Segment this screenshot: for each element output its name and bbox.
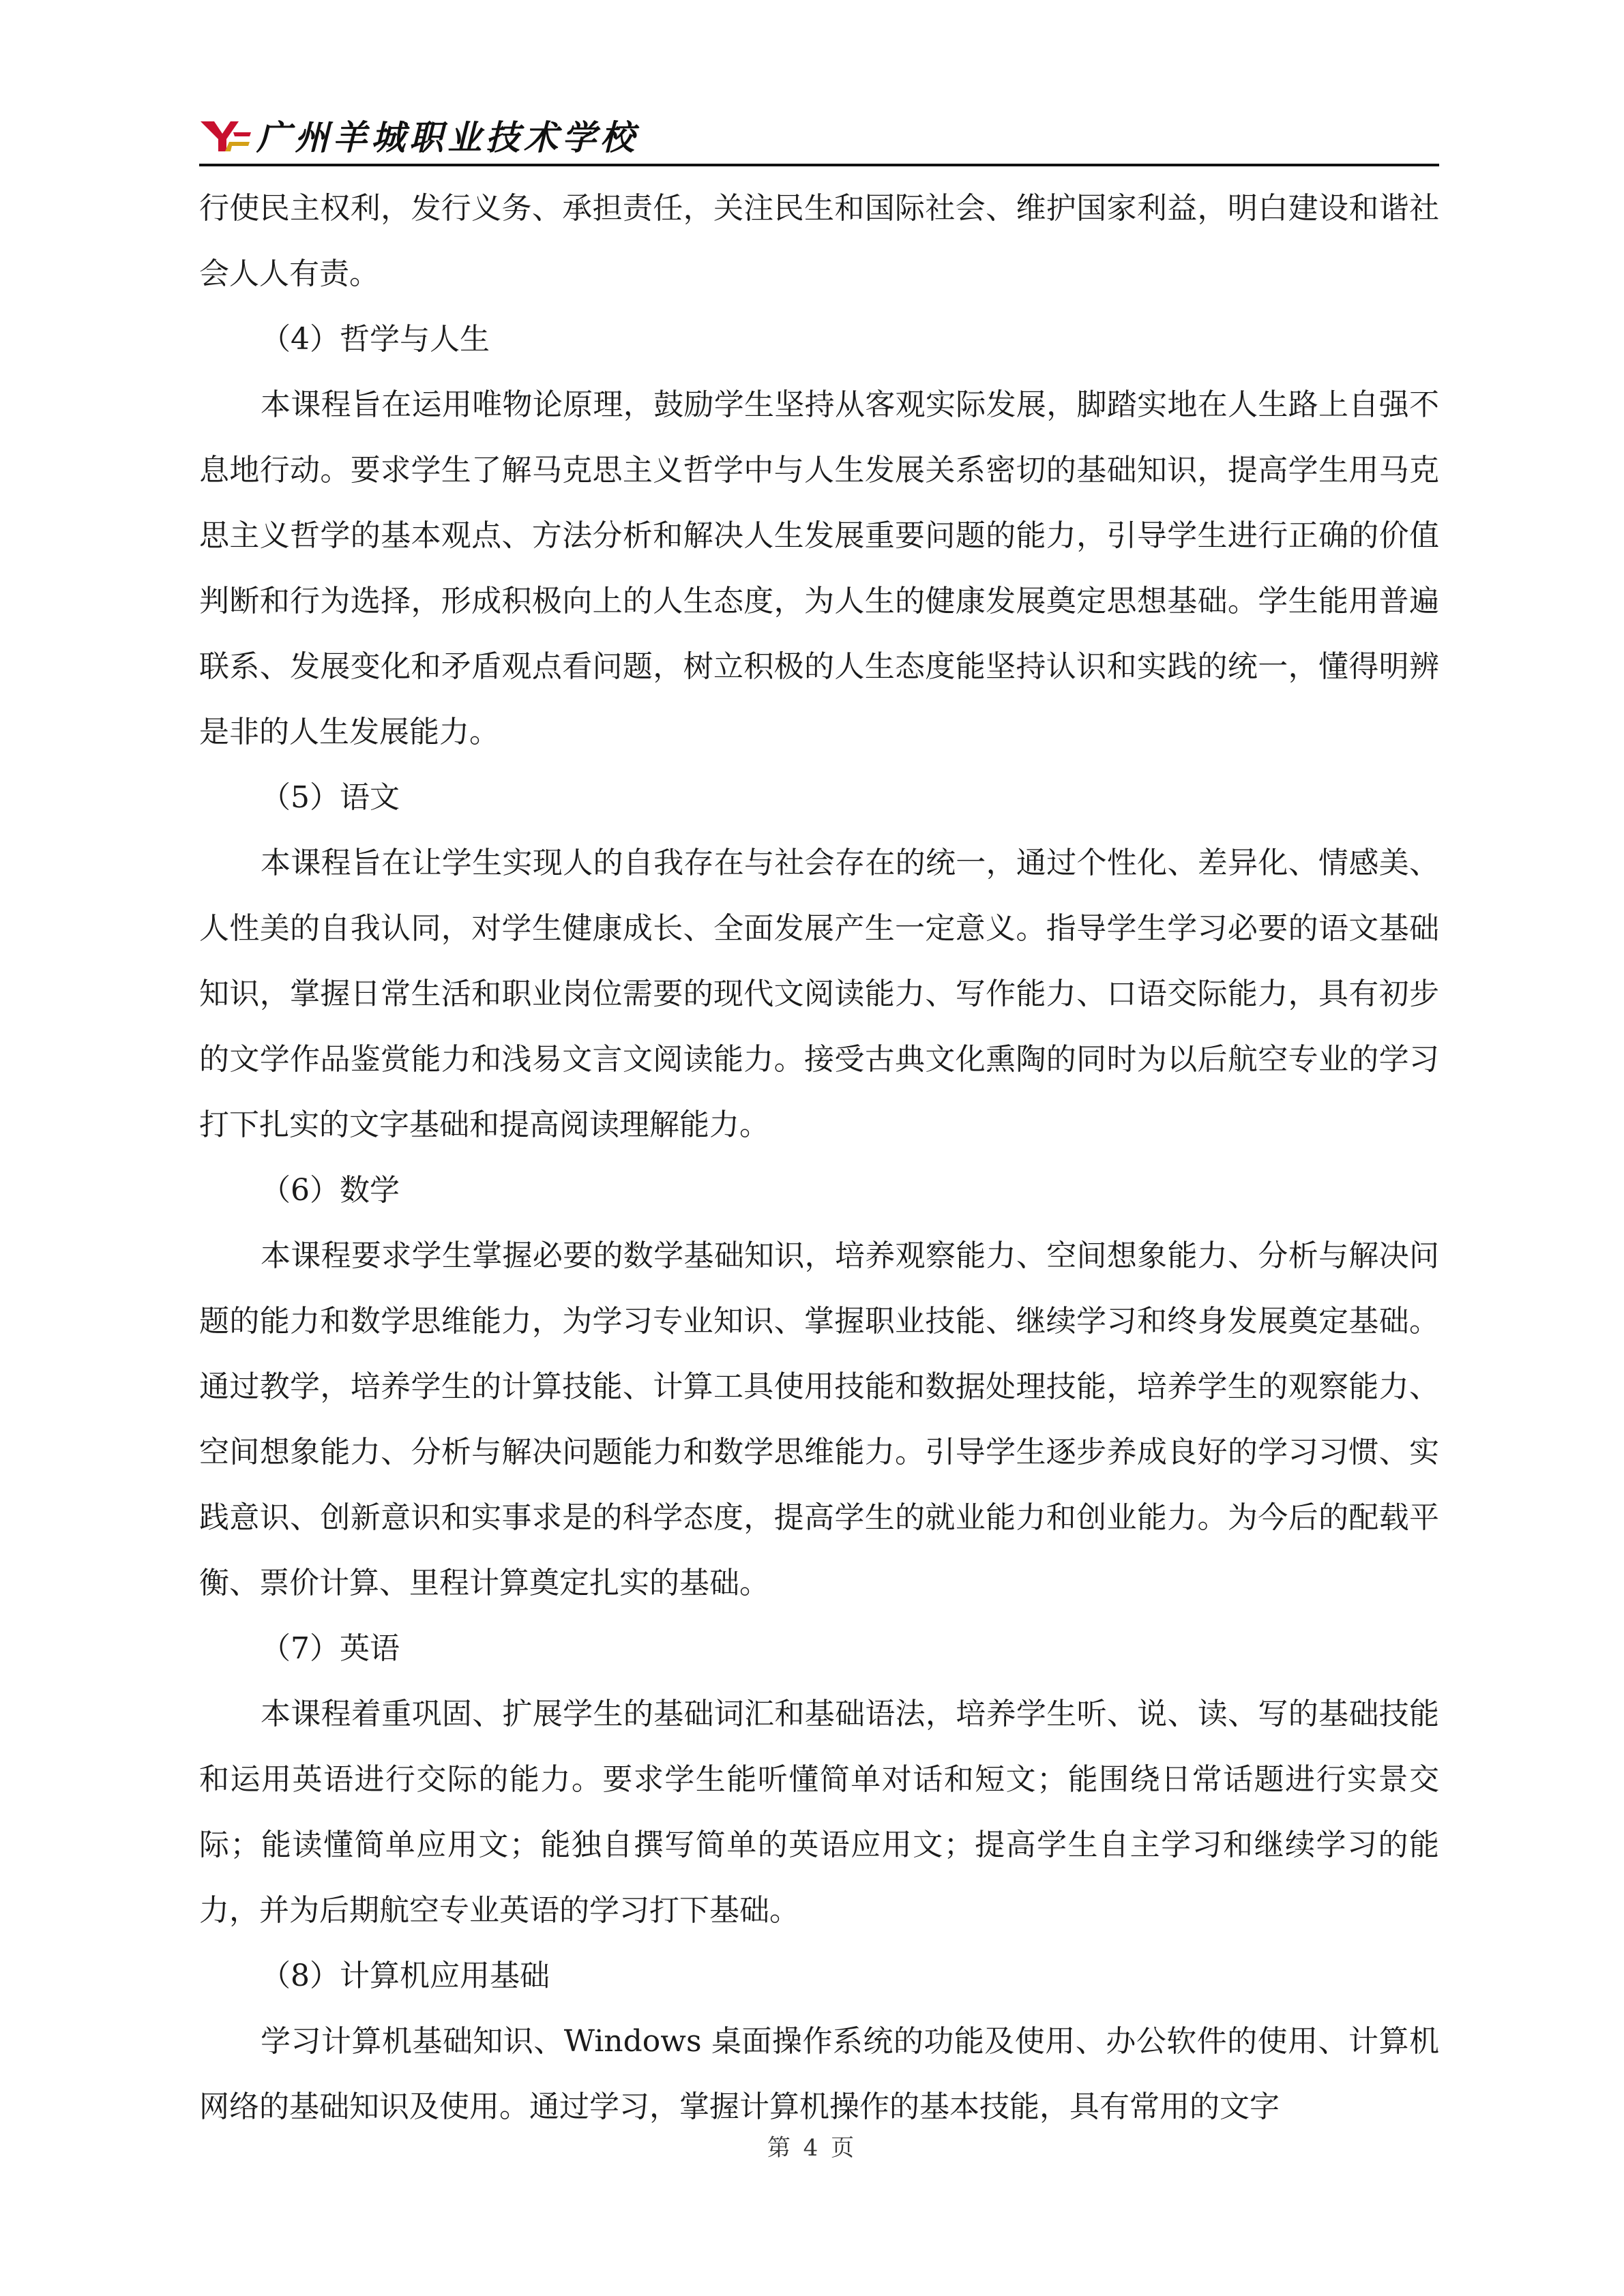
paragraph-english: 本课程着重巩固、扩展学生的基础词汇和基础语法，培养学生听、说、读、写的基础技能和运用英语进行交际的能力。要求学生能听懂简单对话和短文；能围绕日常话题进行实景交际；能读懂简单应用文；能独自撰写简单的英语应用文；提高学生自主学习和继续学习的能力，并为后期航空专业英语的学习打下基础。: [199, 1697, 1439, 1928]
paragraph-chinese: 本课程旨在让学生实现人的自我存在与社会存在的统一，通过个性化、差异化、情感美、人性美的自我认同，对学生健康成长、全面发展产生一定意义。指导学生学习必要的语文基础知识，掌握日常生活和职业岗位需要的现代文阅读能力、写作能力、口语交际能力，具有初步的文学作品鉴赏能力和浅易文言文阅读能力。接受古典文化熏陶的同时为以后航空专业的学习打下扎实的文字基础和提高阅读理解能力。: [199, 846, 1439, 1142]
document-body: [199, 176, 1439, 2140]
page-header: [199, 113, 1439, 162]
page-number: 第 4 页: [767, 2134, 857, 2162]
section-heading-computer: （8）计算机应用基础: [261, 1958, 550, 1993]
section-heading-math: （6）数学: [261, 1173, 400, 1208]
section-heading-chinese: （5）语文: [261, 780, 400, 815]
section-heading-english: （7）英语: [261, 1631, 400, 1666]
paragraph-math: 本课程要求学生掌握必要的数学基础知识，培养观察能力、空间想象能力、分析与解决问题的能力和数学思维能力，为学习专业知识、掌握职业技能、继续学习和终身发展奠定基础。通过教学，培养学生的计算技能、计算工具使用技能和数据处理技能，培养学生的观察能力、空间想象能力、分析与解决问题能力和数学思维能力。引导学生逐步养成良好的学习习惯、实践意识、创新意识和实事求是的科学态度，提高学生的就业能力和创业能力。为今后的配载平衡、票价计算、里程计算奠定扎实的基础。: [199, 1238, 1439, 1600]
header-divider: [199, 164, 1439, 166]
section-heading-philosophy: （4）哲学与人生: [261, 322, 490, 357]
paragraph-computer: 学习计算机基础知识、Windows 桌面操作系统的功能及使用、办公软件的使用、计算机网络的基础知识及使用。通过学习，掌握计算机操作的基本技能，具有常用的文字: [199, 2024, 1439, 2124]
paragraph-philosophy: 本课程旨在运用唯物论原理，鼓励学生坚持从客观实际发展，脚踏实地在人生路上自强不息地行动。要求学生了解马克思主义哲学中与人生发展关系密切的基础知识，提高学生用马克思主义哲学的基本观点、方法分析和解决人生发展重要问题的能力，引导学生进行正确的价值判断和行为选择，形成积极向上的人生态度，为人生的健康发展奠定思想基础。学生能用普遍联系、发展变化和矛盾观点看问题，树立积极的人生态度能坚持认识和实践的统一，懂得明辨是非的人生发展能力。: [199, 387, 1439, 749]
ycf-logo-icon: [199, 117, 251, 155]
paragraph-continued: 行使民主权利，发行义务、承担责任，关注民生和国际社会、维护国家利益，明白建设和谐社会人人有责。: [199, 191, 1439, 291]
school-name: 广州羊城职业技术学校: [256, 118, 638, 158]
